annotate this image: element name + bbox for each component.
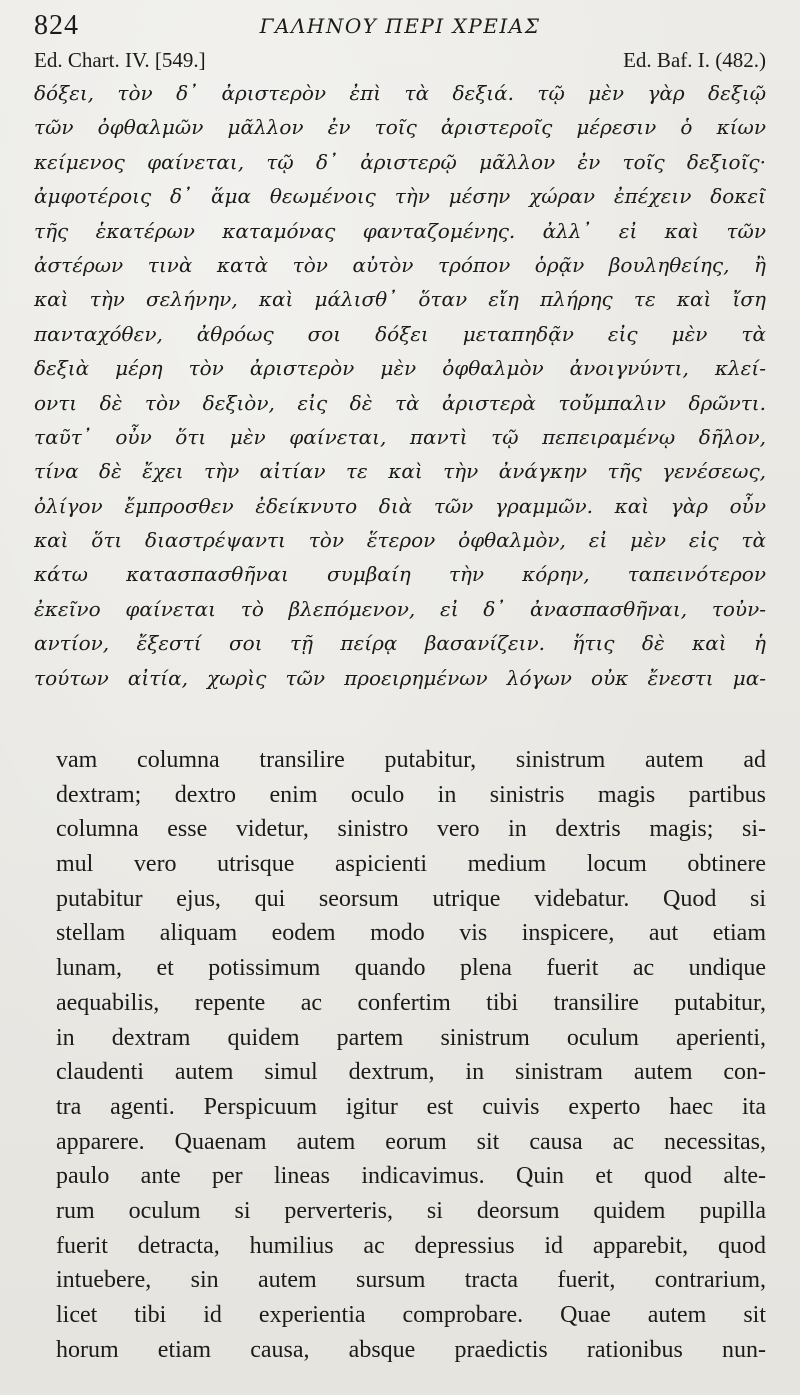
greek-line: ἐκεῖνο φαίνεται τὸ βλεπόμενον, εἰ δ᾽ ἀνασπασθῆναι, τοὐν-: [34, 596, 766, 621]
greek-line: τίνα δὲ ἔχει τὴν αἰτίαν τε καὶ τὴν ἀνάγκην τῆς γενέσεως,: [34, 459, 766, 484]
greek-line: ταῦτ᾽ οὖν ὅτι μὲν φαίνεται, παντὶ τῷ πεπειραμένῳ δῆλον,: [34, 424, 766, 449]
latin-line: paulo ante per lineas indicavimus. Quin et quod alte-: [56, 1163, 766, 1190]
running-title: ΓΑΛΗΝΟΥ ΠΕΡΙ ΧΡΕΙΑΣ: [259, 14, 541, 38]
latin-line: vam columna transilire putabitur, sinistrum autem ad: [56, 747, 766, 774]
latin-line: fuerit detracta, humilius ac depressius id apparebit, quod: [56, 1232, 766, 1259]
latin-line: horum etiam causa, absque praedictis rationibus nun-: [56, 1336, 766, 1363]
edition-basel: Ed. Baf. I. (482.): [623, 48, 766, 72]
greek-line: πανταχόθεν, ἀθρόως σοι δόξει μεταπηδᾷν εἰς μὲν τὰ: [34, 321, 766, 346]
greek-line: ἀμφοτέροις δ᾽ ἅμα θεωμένοις τὴν μέσην χώραν ἐπέχειν δοκεῖ: [34, 184, 766, 209]
greek-line: δεξιὰ μέρη τὸν ἀριστερὸν μὲν ὀφθαλμὸν ἀνοιγνύντι, κλεί-: [34, 356, 766, 381]
latin-line: aequabilis, repente ac confertim tibi transilire putabitur,: [56, 989, 766, 1016]
edition-chartier: Ed. Chart. IV. [549.]: [34, 48, 206, 72]
greek-line: ὀλίγον ἔμπροσθεν ἐδείκνυτο διὰ τῶν γραμμῶν. καὶ γὰρ οὖν: [34, 493, 766, 518]
greek-text: [34, 76, 766, 695]
edition-references: [34, 48, 766, 76]
greek-line: τῶν ὀφθαλμῶν μᾶλλον ἐν τοῖς ἀριστεροῖς μέρεσιν ὁ κίων: [34, 115, 766, 140]
latin-line: apparere. Quaenam autem eorum sit causa ac necessitas,: [56, 1128, 766, 1155]
greek-line: οντι δὲ τὸν δεξιὸν, εἰς δὲ τὰ ἀριστερὰ τοὔμπαλιν δρῶντι.: [34, 390, 766, 415]
latin-line: dextram; dextro enim oculo in sinistris magis partibus: [56, 781, 766, 808]
latin-line: mul vero utrisque aspicienti medium locum obtinere: [56, 851, 766, 878]
greek-line: δόξει, τὸν δ᾽ ἀριστερὸν ἐπὶ τὰ δεξιά. τῷ μὲν γὰρ δεξιῷ: [34, 81, 766, 105]
section-gap: [34, 695, 766, 743]
latin-line: stellam aliquam eodem modo vis inspicere, aut etiam: [56, 920, 766, 947]
greek-line: καὶ τὴν σελήνην, καὶ μάλισθ᾽ ὅταν εἴη πλήρης τε καὶ ἴση: [34, 287, 766, 312]
latin-line: rum oculum si perverteris, si deorsum quidem pupilla: [56, 1197, 766, 1224]
latin-translation: [34, 743, 766, 1367]
greek-line: κάτω κατασπασθῆναι συμβαίη τὴν κόρην, ταπεινότερον: [34, 562, 766, 587]
latin-line: in dextram quidem partem sinistrum oculum aperienti,: [56, 1024, 766, 1051]
greek-line: αντίον, ἔξεστί σοι τῇ πείρᾳ βασανίζειν. ἥτις δὲ καὶ ἡ: [34, 631, 766, 656]
greek-line: τούτων αἰτία, χωρὶς τῶν προειρημένων λόγων οὐκ ἔνεστι μα-: [34, 665, 766, 690]
greek-line: κείμενος φαίνεται, τῷ δ᾽ ἀριστερῷ μᾶλλον ἐν τοῖς δεξιοῖς·: [34, 149, 766, 174]
greek-line: τῆς ἑκατέρων καταμόνας φανταζομένης. ἀλλ᾽ εἰ καὶ τῶν: [34, 218, 766, 243]
latin-line: columna esse videtur, sinistro vero in dextris magis; si-: [56, 816, 766, 843]
page-number: 824: [34, 10, 79, 41]
latin-line: claudenti autem simul dextrum, in sinistram autem con-: [56, 1059, 766, 1086]
greek-line: καὶ ὅτι διαστρέψαντι τὸν ἕτερον ὀφθαλμὸν, εἰ μὲν εἰς τὰ: [34, 528, 766, 553]
latin-line: tra agenti. Perspicuum igitur est cuivis experto haec ita: [56, 1093, 766, 1120]
page-header: [34, 8, 766, 48]
greek-line: ἀστέρων τινὰ κατὰ τὸν αὐτὸν τρόπον ὁρᾷν βουληθείης, ἢ: [34, 252, 766, 277]
latin-line: putabitur ejus, qui seorsum utrique videbatur. Quod si: [56, 885, 766, 912]
latin-line: licet tibi id experientia comprobare. Quae autem sit: [56, 1302, 766, 1329]
latin-line: intuebere, sin autem sursum tracta fuerit, contrarium,: [56, 1267, 766, 1294]
latin-line: lunam, et potissimum quando plena fuerit ac undique: [56, 955, 766, 982]
